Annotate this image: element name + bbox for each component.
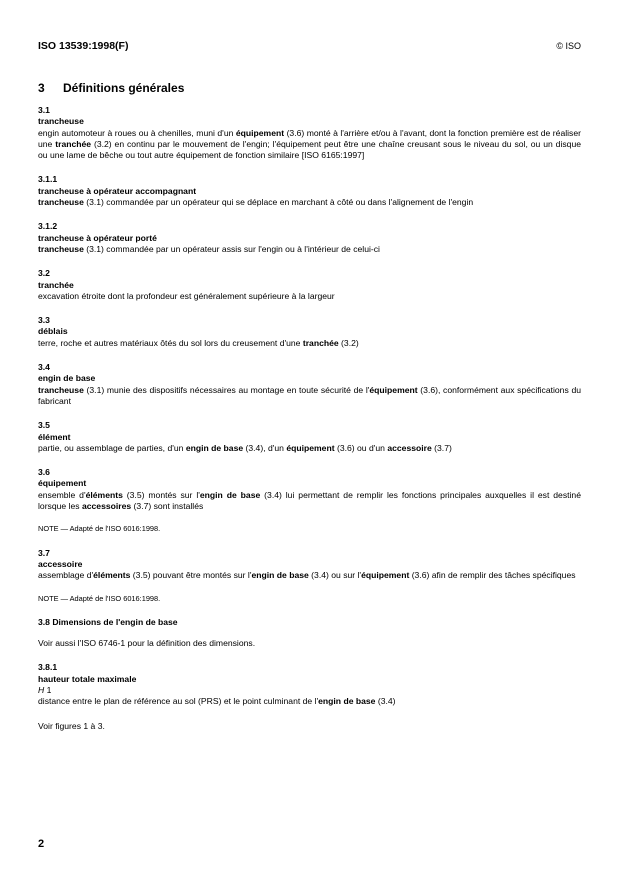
definition-3-1 — [38, 105, 581, 161]
definition-text: trancheuse (3.1) commandée par un opérateur qui se déplace en marchant à côté ou dans l'alignement de l'engin — [38, 197, 474, 208]
definition-text: trancheuse (3.1) commandée par un opérateur assis sur l'engin ou à l'intérieur de celui-ci — [38, 243, 380, 254]
subsection-heading: 3.8 Dimensions de l'engin de base — [38, 616, 178, 627]
paragraph: Voir aussi l'ISO 6746-1 pour la définition des dimensions. — [38, 638, 256, 649]
definition-symbol: H 1 — [38, 684, 52, 695]
definition-text: excavation étroite dont la profondeur est généralement supérieure à la largeur — [38, 290, 335, 301]
document-page — [38, 0, 581, 877]
definitions-body — [38, 105, 581, 745]
definition-3-1-1 — [38, 174, 581, 208]
definition-number: 3.2 — [38, 268, 50, 279]
section-title — [38, 81, 184, 95]
definition-term: trancheuse — [38, 116, 84, 127]
definition-number: 3.3 — [38, 315, 50, 326]
document-id: ISO 13539:1998(F) — [38, 40, 129, 52]
definition-3-1-2 — [38, 221, 581, 255]
definition-number: 3.1.2 — [38, 221, 58, 232]
page-number: 2 — [38, 838, 45, 850]
definition-3-8-1 — [38, 662, 581, 707]
section-title-text: Définitions générales — [63, 81, 185, 95]
definition-term: trancheuse à opérateur accompagnant — [38, 185, 197, 196]
definition-3-4 — [38, 362, 581, 407]
definition-note: NOTE — Adapté de l'ISO 6016:1998. — [38, 593, 161, 603]
definition-text: assemblage d'éléments (3.5) pouvant être montés sur l'engin de base (3.4) ou sur l'équipement (3.6) afin de remplir des tâches spécifiques — [38, 570, 576, 581]
definition-text: ensemble d'éléments (3.5) montés sur l'engin de base (3.4) lui permettant de remplir les fonctions principales auxquelles il est destiné lorsque les accessoires (3.7) sont installés — [38, 489, 581, 512]
definition-text: engin automoteur à roues ou à chenilles, muni d'un équipement (3.6) monté à l'arrière et/ou à l'avant, dont la fonction première est de réaliser une tranchée (3.2) en continu par le mouvement de l'engin; l'équipement peut être une chaîne creusant sous le niveau du sol, ou un disque ou une lame de bêche ou tout autre équipement de fonction similaire [ISO 6165:1997] — [38, 127, 581, 161]
definition-3-2 — [38, 268, 581, 302]
definition-number: 3.1.1 — [38, 174, 58, 185]
definition-term: trancheuse à opérateur porté — [38, 232, 157, 243]
definition-number: 3.4 — [38, 362, 50, 373]
definition-3-5 — [38, 420, 581, 454]
definition-number: 3.6 — [38, 467, 50, 478]
definition-3-3 — [38, 315, 581, 349]
definition-term: tranchée — [38, 279, 74, 290]
definition-3-6 — [38, 467, 581, 512]
definition-term: engin de base — [38, 373, 96, 384]
definition-note: NOTE — Adapté de l'ISO 6016:1998. — [38, 524, 161, 534]
definition-term: équipement — [38, 478, 87, 489]
section-number: 3 — [38, 81, 45, 95]
definition-number: 3.8.1 — [38, 662, 58, 673]
definition-number: 3.5 — [38, 420, 50, 431]
paragraph: Voir figures 1 à 3. — [38, 720, 105, 731]
copyright-notice: © ISO — [556, 41, 581, 51]
definition-term: accessoire — [38, 558, 83, 569]
definition-text: trancheuse (3.1) munie des dispositifs nécessaires au montage en toute sécurité de l'équipement (3.6), conformément aux spécifications du fabricant — [38, 384, 581, 406]
definition-number: 3.7 — [38, 547, 50, 558]
definition-text: terre, roche et autres matériaux ôtés du sol lors du creusement d'une tranchée (3.2) — [38, 337, 359, 348]
definition-text: distance entre le plan de référence au sol (PRS) et le point culminant de l'engin de base (3.4) — [38, 696, 396, 707]
definition-term: déblais — [38, 326, 68, 337]
definition-text: partie, ou assemblage de parties, d'un engin de base (3.4), d'un équipement (3.6) ou d'un accessoire (3.7) — [38, 442, 452, 453]
definition-term: élément — [38, 431, 71, 442]
definition-number: 3.1 — [38, 105, 50, 115]
definition-term: hauteur totale maximale — [38, 673, 137, 684]
definition-3-7 — [38, 548, 581, 582]
